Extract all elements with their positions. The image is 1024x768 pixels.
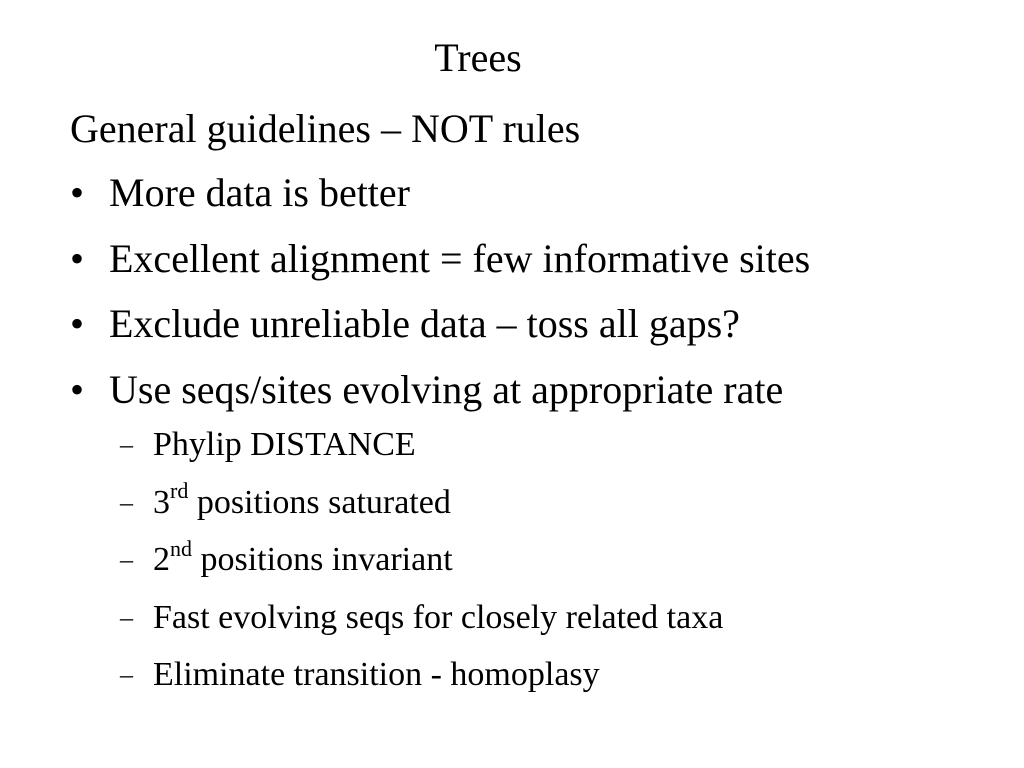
sub-bullet-marker: – xyxy=(120,487,133,517)
bullet-text: Exclude unreliable data – toss all gaps? xyxy=(109,301,740,346)
sub-bullet-item xyxy=(70,535,1000,582)
bullet-item xyxy=(70,299,1000,349)
bullet-marker: • xyxy=(70,235,85,281)
sub-bullet-text-rest: positions invariant xyxy=(192,541,453,578)
sub-bullet-text: Phylip DISTANCE xyxy=(153,426,416,463)
bullet-text: Excellent alignment = few informative sites xyxy=(109,235,811,281)
sub-bullet-item xyxy=(70,478,1000,525)
bullet-item xyxy=(70,234,1000,284)
slide-title: Trees xyxy=(434,35,522,80)
sub-bullet-text: Fast evolving seqs for closely related taxa xyxy=(153,598,724,636)
sub-bullet-marker: – xyxy=(120,660,133,689)
sub-bullet-list xyxy=(70,423,1000,697)
sub-bullet-text: 3 xyxy=(153,483,170,521)
bullet-item xyxy=(70,168,1000,218)
bullet-list xyxy=(70,168,1000,415)
slide-body xyxy=(70,104,1000,718)
bullet-text: More data is better xyxy=(109,170,410,215)
sub-bullet-marker: – xyxy=(120,430,133,459)
sub-bullet-item xyxy=(70,653,1000,697)
sub-bullet-text-rest: positions saturated xyxy=(188,483,451,521)
bullet-item xyxy=(70,365,1000,415)
bullet-text: Use seqs/sites evolving at appropriate rate xyxy=(109,366,784,412)
sub-bullet-superscript: nd xyxy=(170,535,192,561)
sub-bullet-superscript: rd xyxy=(170,478,189,504)
sub-bullet-item xyxy=(70,596,1000,640)
bullet-marker: • xyxy=(70,366,85,412)
bullet-marker: • xyxy=(70,301,85,346)
intro-line: General guidelines – NOT rules xyxy=(70,106,581,151)
sub-bullet-text: 2 xyxy=(153,541,170,578)
bullet-marker: • xyxy=(70,170,85,215)
sub-bullet-item xyxy=(70,423,1000,467)
sub-bullet-marker: – xyxy=(120,602,133,632)
sub-bullet-marker: – xyxy=(120,545,133,574)
sub-bullet-text: Eliminate transition - homoplasy xyxy=(153,656,600,693)
